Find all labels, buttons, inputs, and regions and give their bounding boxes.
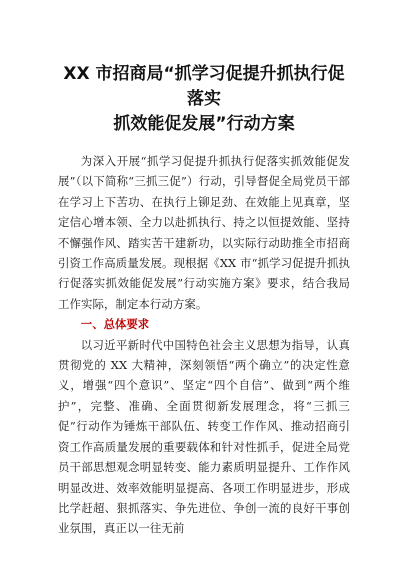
- section-heading-general-requirements: 一、总体要求: [80, 317, 150, 332]
- title-line-2: 抓效能促发展”行动方案: [113, 114, 295, 134]
- document-title: [58, 62, 350, 137]
- title-line-1: XX 市招商局“抓学习促提升抓执行促落实: [63, 64, 345, 109]
- intro-paragraph: 为深入开展“抓学习促提升抓执行促落实抓效能促发展”（以下简称“三抓三促”）行动，引导督促全局党员干部在学习上下苦功、在执行上铆足劲、在效能上见真章，坚定信心增本领、全力以赴抓执行、持之以恒提效能、坚持不懈强作风、踏实苦干建新功，以实际行动助推全市招商引资工作高质量发展。现根据《XX 市“抓学习促提升抓执行促落实抓效能促发展”行动实施方案》要求，结合我局工作实际，制定本行动方案。: [58, 154, 350, 311]
- section-body-general-requirements: 以习近平新时代中国特色社会主义思想为指导，认真贯彻党的 XX 大精神，深刻领悟“两个确立”的决定性意义，增强“四个意识”、坚定“四个自信”、做到“两个维护”，完整、准确、全面贯彻新发展理念，将“三抓三促”行动作为锤炼干部队伍、转变工作作风、推动招商引资工作高质量发展的重要载体和针对性抓手，促进全局党员干部思想观念明显转变、能力素质明显提升、工作作风明显改进、效率效能明显提高、各项工作明显进步，形成比学赶超、狠抓落实、争先进位、争创一流的良好干事创业氛围，真正以一往无前: [58, 337, 350, 536]
